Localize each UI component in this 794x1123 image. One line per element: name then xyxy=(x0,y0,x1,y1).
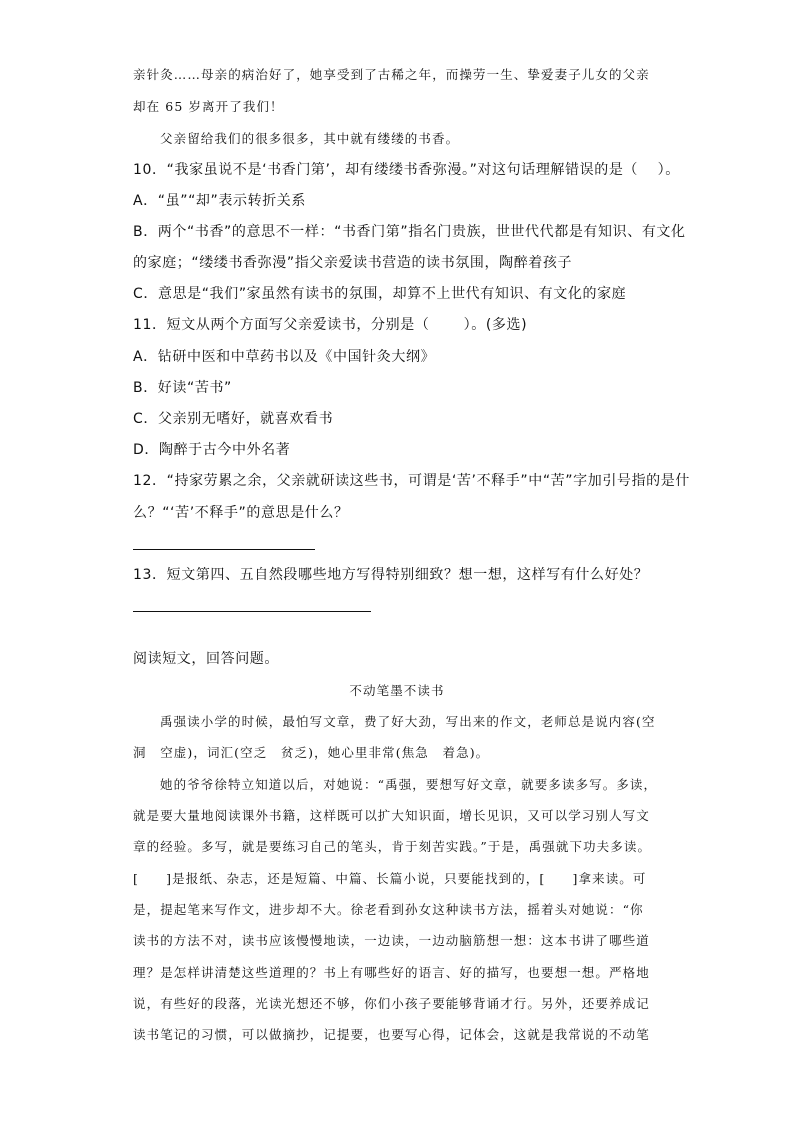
option-10-c: C．意思是“我们”家虽然有读书的氛围，却算不上世代有知识、有文化的家庭 xyxy=(133,286,627,302)
option-10-a: A．“虽”“却”表示转折关系 xyxy=(133,193,306,209)
option-10-b-cont: 的家庭；“缕缕书香弥漫”指父亲爱读书营造的读书氛围，陶醉着孩子 xyxy=(133,255,573,271)
passage-line: 她的爷爷徐特立知道以后，对她说：“禹强，要想写好文章，就要多读多写。多读， xyxy=(160,777,658,792)
passage-line-blanks: [ ]是报纸、杂志，还是短篇、中篇、长篇小说，只要能找到的，[ ]拿来读。可 xyxy=(133,871,647,886)
passage-line: 章的经验。多写，就是要练习自己的笔头，肯于刻苦实践。”于是，禹强就下功夫多读。 xyxy=(133,839,652,854)
passage-line: 理？是怎样讲清楚这些道理的？书上有哪些好的语言、好的描写，也要想一想。严格地 xyxy=(133,965,650,980)
passage-line: 禹强读小学的时候，最怕写文章，费了好大劲，写出来的作文，老师总是说内容(空 xyxy=(160,714,656,729)
option-11-c: C．父亲别无嗜好，就喜欢看书 xyxy=(133,411,334,427)
passage-title: 不动笔墨不读书 xyxy=(349,683,445,698)
passage-line: 读书的方法不对，读书应该慢慢地读，一边读，一边动脑筋想一想：这本书讲了哪些道 xyxy=(133,933,650,948)
reading-instruction: 阅读短文，回答问题。 xyxy=(133,651,279,667)
option-11-a: A．钻研中医和中草药书以及《中国针灸大纲》 xyxy=(133,349,436,365)
passage-line: 亲针灸……母亲的病治好了，她享受到了古稀之年，而操劳一生、挚爱妻子儿女的父亲 xyxy=(133,67,650,82)
option-11-d: D．陶醉于古今中外名著 xyxy=(133,442,291,458)
passage-line: 读书笔记的习惯，可以做摘抄，记提要，也要写心得，记体会，这就是我常说的不动笔 xyxy=(133,1027,650,1042)
option-10-b: B．两个“书香”的意思不一样：“书香门第”指名门贵族，世世代代都是有知识、有文化 xyxy=(133,224,686,240)
passage-line: 父亲留给我们的很多很多，其中就有缕缕的书香。 xyxy=(160,131,460,146)
answer-line-12[interactable] xyxy=(133,549,315,550)
passage-line: 就是要大量地阅读课外书籍，这样既可以扩大知识面，增长见识，又可以学习别人写文 xyxy=(133,808,650,823)
passage-line: 说，有些好的段落，光读光想还不够，你们小孩子要能够背诵才行。另外，还要养成记 xyxy=(133,996,650,1011)
question-11: 11．短文从两个方面写父亲爱读书，分别是（ ）。(多选) xyxy=(133,317,528,333)
question-10: 10．“我家虽说不是‘书香门第’，却有缕缕书香弥漫。”对这句话理解错误的是（ ）。 xyxy=(133,162,680,178)
question-12-cont: 么？“‘苦’不释手”的意思是什么？ xyxy=(133,505,349,521)
option-11-b: B．好读“苦书” xyxy=(133,380,232,396)
passage-line: 洞 空虚)，词汇(空乏 贫乏)，她心里非常(焦急 着急)。 xyxy=(133,745,490,760)
passage-line: 是，提起笔来写作文，进步却不大。徐老看到孙女这种读书方法，摇着头对她说：“你 xyxy=(133,902,644,917)
question-13: 13．短文第四、五自然段哪些地方写得特别细致？想一想，这样写有什么好处？ xyxy=(133,567,649,583)
question-12: 12．“持家劳累之余，父亲就研读这些书，可谓是‘苦’不释手”中“苦”字加引号指的是什 xyxy=(133,473,690,489)
answer-line-13[interactable] xyxy=(133,611,371,612)
passage-line: 却在 65 岁离开了我们！ xyxy=(133,99,284,114)
